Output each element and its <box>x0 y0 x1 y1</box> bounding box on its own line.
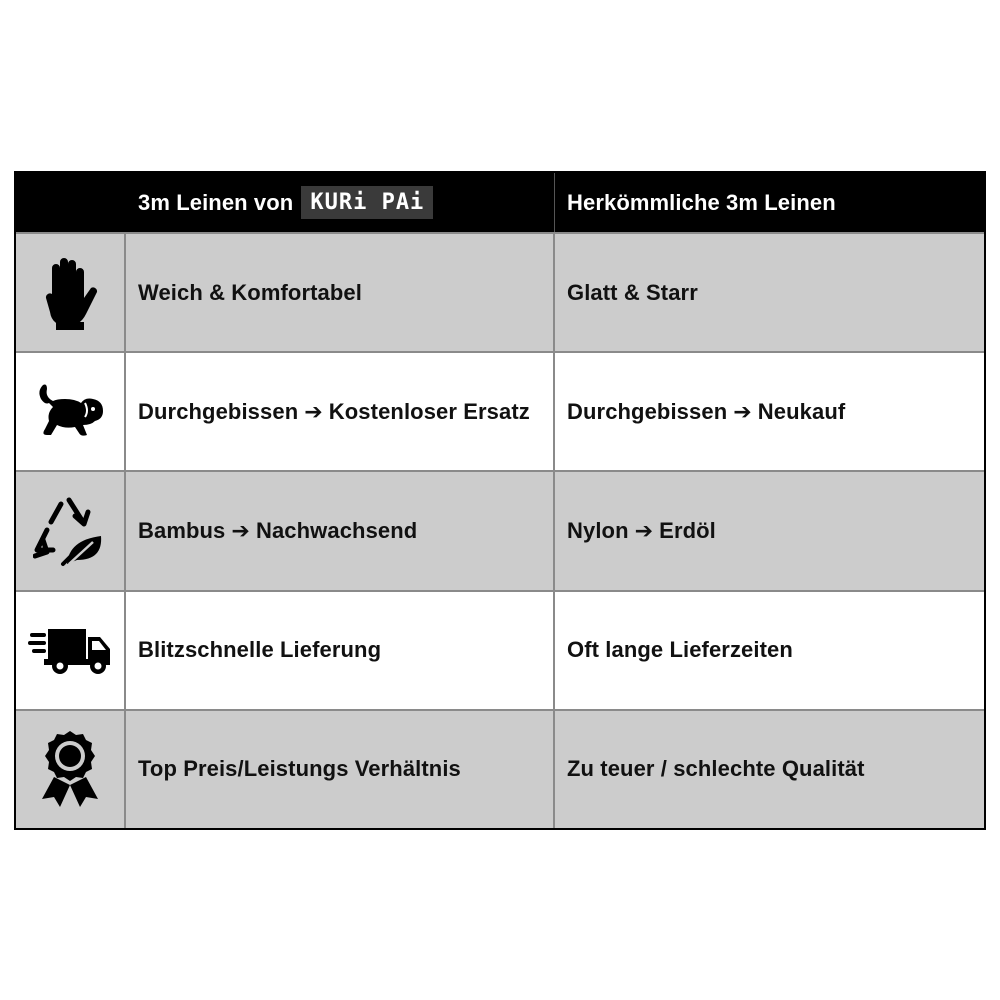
row-2-right-b: Neukauf <box>757 398 846 424</box>
row-2-right-a: Durchgebissen <box>567 398 728 424</box>
row-4-icon-cell <box>16 590 126 709</box>
row-5-icon-cell <box>16 709 126 828</box>
row-2-right <box>555 351 984 470</box>
kuri-pai-logo: KURi PAi <box>301 186 433 219</box>
row-1-right: Glatt & Starr <box>555 232 984 351</box>
row-2-left <box>126 351 555 470</box>
dog-icon <box>35 381 105 443</box>
row-3-left <box>126 470 555 589</box>
row-3-right <box>555 470 984 589</box>
row-4-left: Blitzschnelle Lieferung <box>126 590 555 709</box>
row-3-right-a: Nylon <box>567 517 629 543</box>
row-2-icon-cell <box>16 351 126 470</box>
row-3-right-b: Erdöl <box>659 517 716 543</box>
recycle-leaf-icon <box>33 494 107 568</box>
row-1-left: Weich & Komfortabel <box>126 232 555 351</box>
arrow-right-icon: ➔ <box>733 398 752 424</box>
header-icon-cell <box>16 173 126 232</box>
row-5-left: Top Preis/Leistungs Verhältnis <box>126 709 555 828</box>
award-ribbon-icon <box>40 729 100 809</box>
hand-icon <box>42 254 98 332</box>
delivery-truck-icon <box>28 625 112 675</box>
row-4-right: Oft lange Lieferzeiten <box>555 590 984 709</box>
arrow-right-icon: ➔ <box>634 517 654 543</box>
row-5-right: Zu teuer / schlechte Qualität <box>555 709 984 828</box>
row-3-left-a: Bambus <box>138 517 226 543</box>
arrow-right-icon: ➔ <box>304 398 323 424</box>
header-left-text: 3m Leinen von <box>138 189 294 215</box>
row-3-left-b: Nachwachsend <box>255 517 418 543</box>
arrow-right-icon: ➔ <box>231 517 250 543</box>
comparison-table <box>14 171 986 830</box>
row-2-left-a: Durchgebissen <box>138 398 299 424</box>
row-1-icon-cell <box>16 232 126 351</box>
row-3-icon-cell <box>16 470 126 589</box>
header-left <box>126 173 555 232</box>
header-right: Herkömmliche 3m Leinen <box>555 173 984 232</box>
row-2-left-b: Kostenloser Ersatz <box>328 398 530 424</box>
